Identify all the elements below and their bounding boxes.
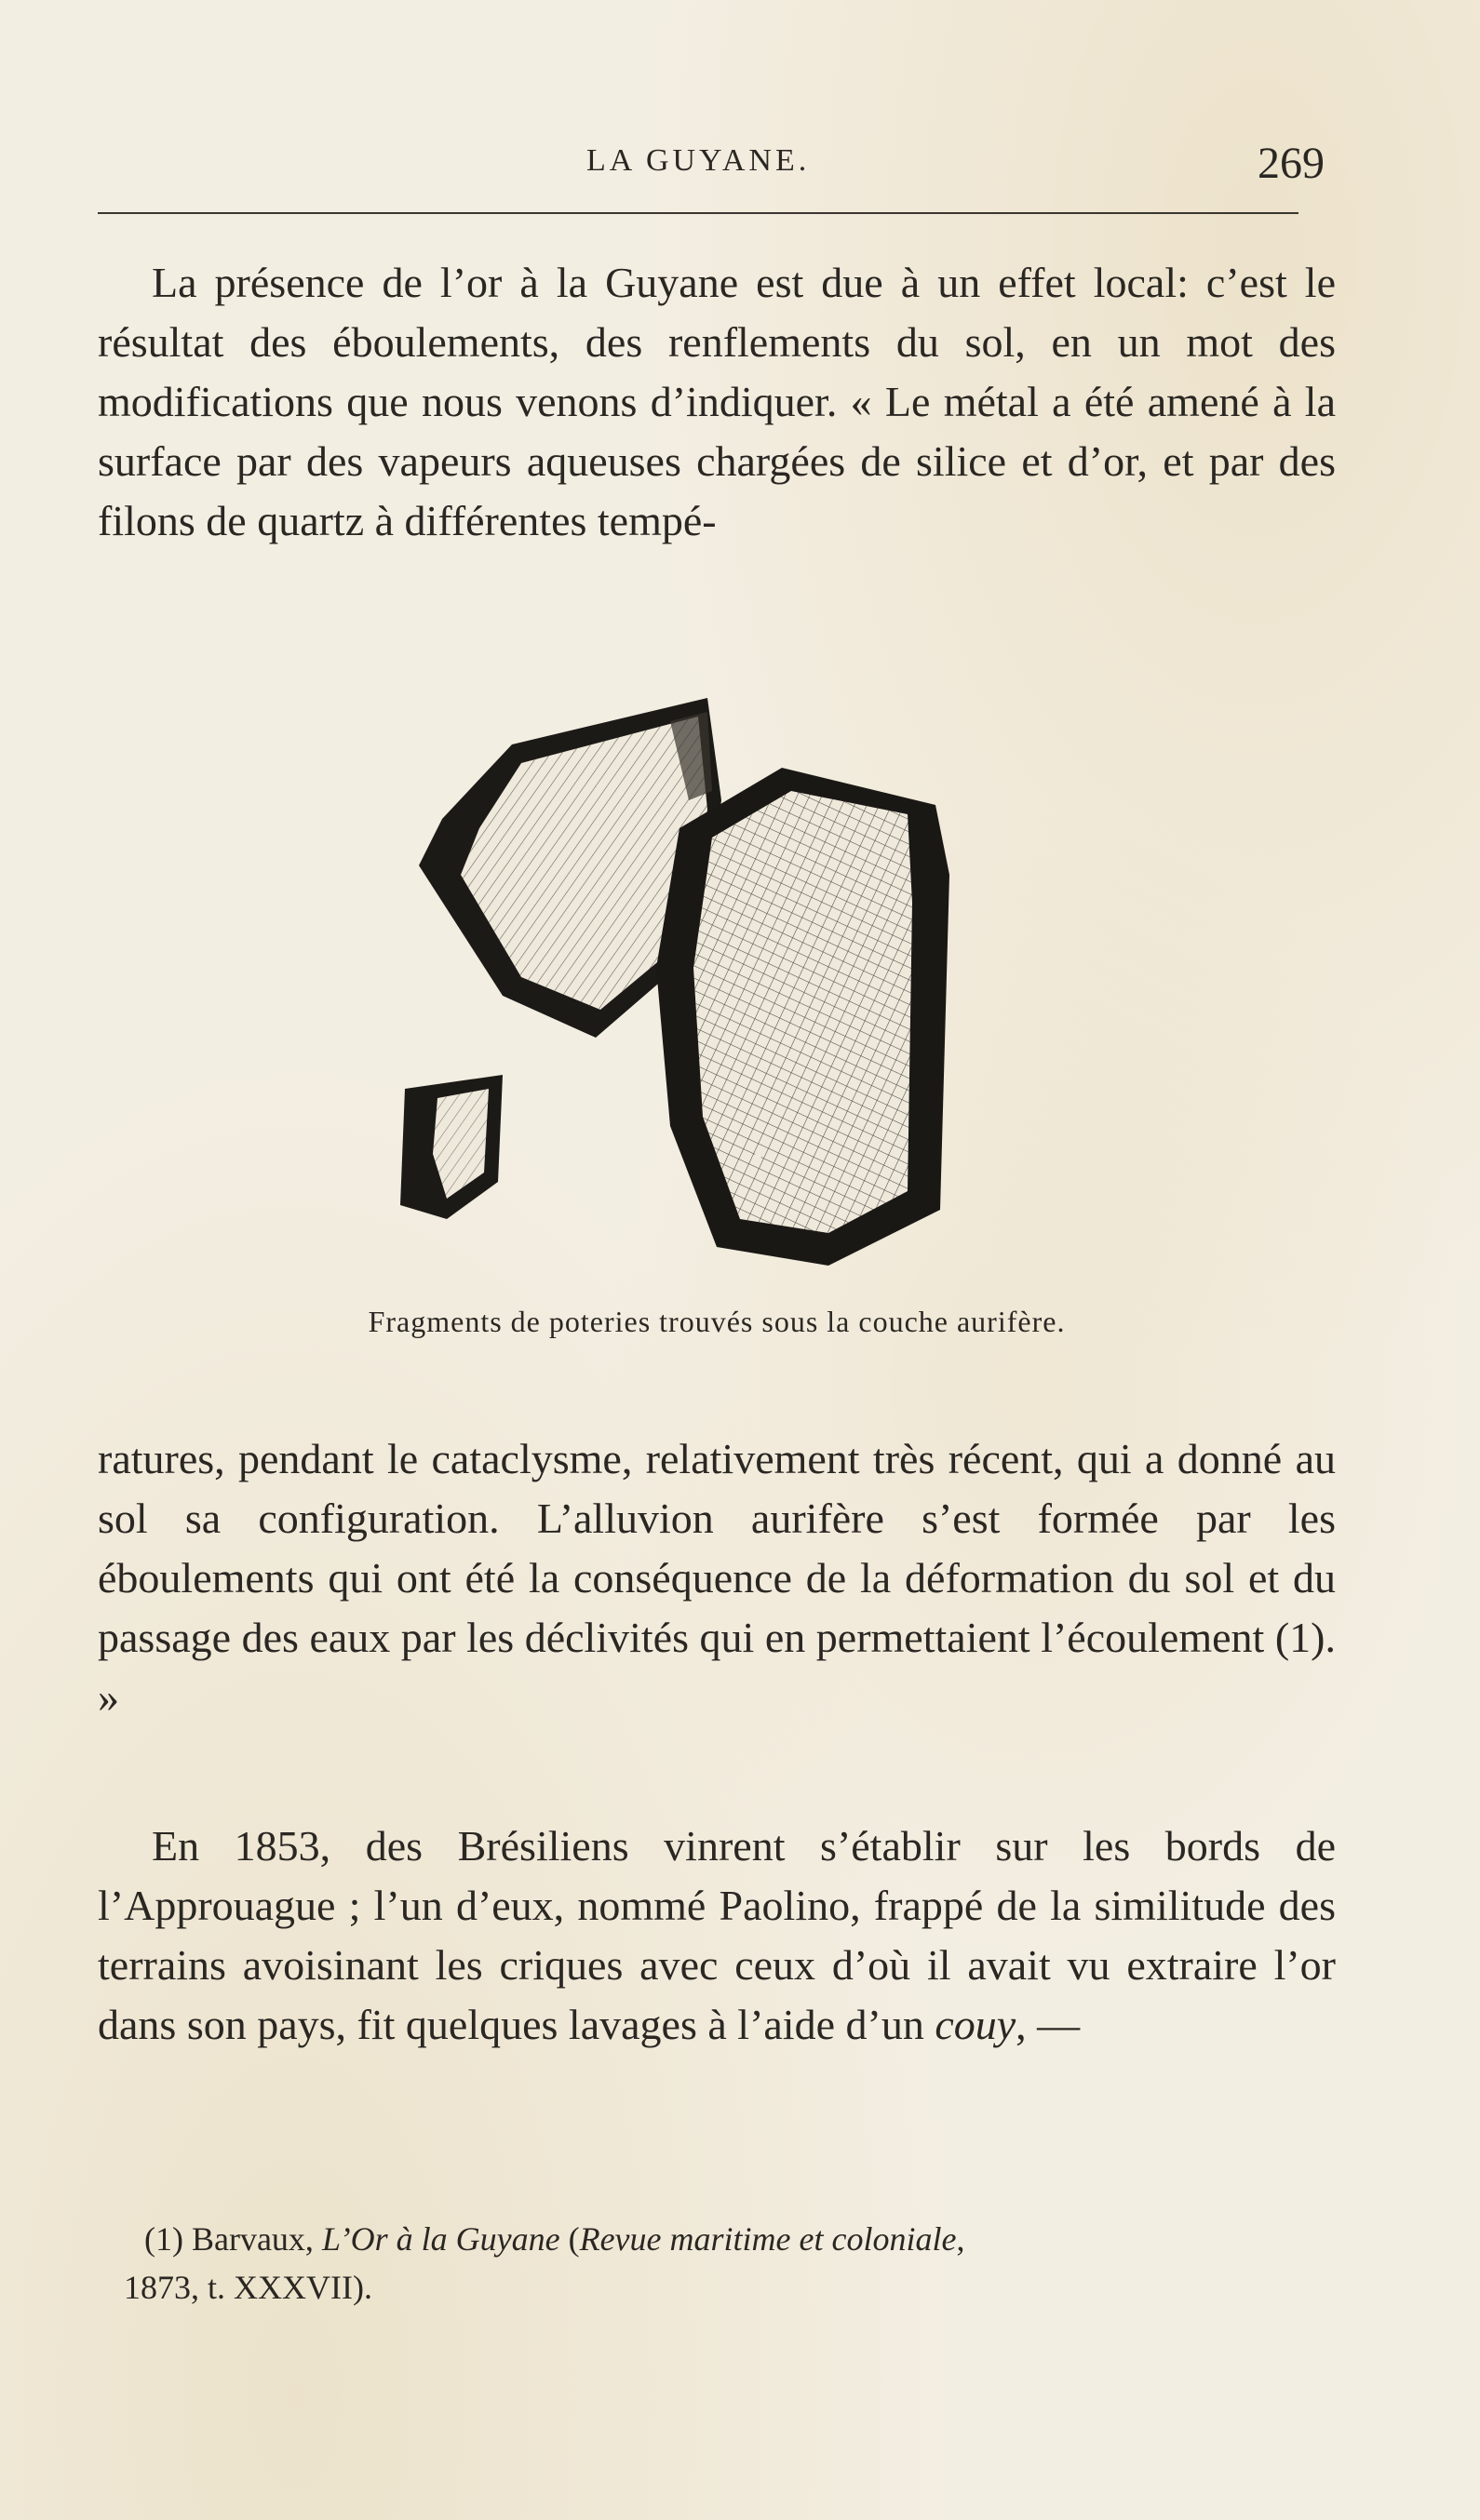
fragment-large-right	[656, 768, 949, 1266]
footnote-journal: Revue maritime et coloniale	[579, 2220, 957, 2258]
footnote-title: L’Or à la Guyane	[321, 2220, 560, 2258]
fragment-small-lower-left	[400, 1075, 503, 1219]
paragraph-3-text	[98, 1816, 1336, 2055]
running-title: LA GUYANE.	[586, 143, 811, 178]
paragraph-3	[98, 1816, 1336, 2055]
paragraph-2-text: ratures, pendant le cataclysme, relativement très récent, qui a donné au sol sa configuration. L’alluvion aurifère s’est formée par les éboulements qui ont été la conséquence de la déformation du sol et du passage des eaux par les déclivités qui en permettaient l’écoulement (1). »	[98, 1435, 1336, 1721]
footnote-line-2: 1873, t. XXXVII).	[124, 2269, 372, 2306]
paragraph-2	[98, 1429, 1336, 1727]
paragraph-3-text-end: , —	[1016, 2001, 1081, 2048]
paragraph-3-text-start: En 1853, des Brésiliens vinrent s’établir sur les bords de l’Approuague ; l’un d’eux, nommé Paolino, frappé de la similitude des terrains avoisinant les criques avec ceux d’où il avait vu extraire l’or dans son pays, fit quelques lavages à l’aide d’un	[98, 1822, 1336, 2048]
paragraph-1	[98, 253, 1336, 551]
footnote-comma: ,	[956, 2220, 965, 2258]
footnote-open-paren: (	[559, 2220, 580, 2258]
footnote-author: (1) Barvaux,	[144, 2220, 322, 2258]
pottery-fragments-drawing	[391, 689, 1043, 1266]
footnote-line-1	[98, 2215, 1336, 2263]
paragraph-1-text: La présence de l’or à la Guyane est due à un effet local: c’est le résultat des éboulements, des renflements du sol, en un mot des modifications que nous venons d’indiquer. « Le métal a été amené à la surface par des vapeurs aqueuses chargées de silice et d’or, et par des filons de quartz à différentes tempé-	[98, 259, 1336, 544]
footnote	[98, 2215, 1336, 2312]
italic-word-couy: couy	[935, 2001, 1016, 2048]
page-number: 269	[1258, 139, 1325, 188]
header-rule	[98, 212, 1298, 214]
pottery-fragments-illustration	[391, 689, 1043, 1266]
figure-caption: Fragments de poteries trouvés sous la couche aurifère.	[368, 1305, 1066, 1338]
running-head	[98, 138, 1336, 194]
